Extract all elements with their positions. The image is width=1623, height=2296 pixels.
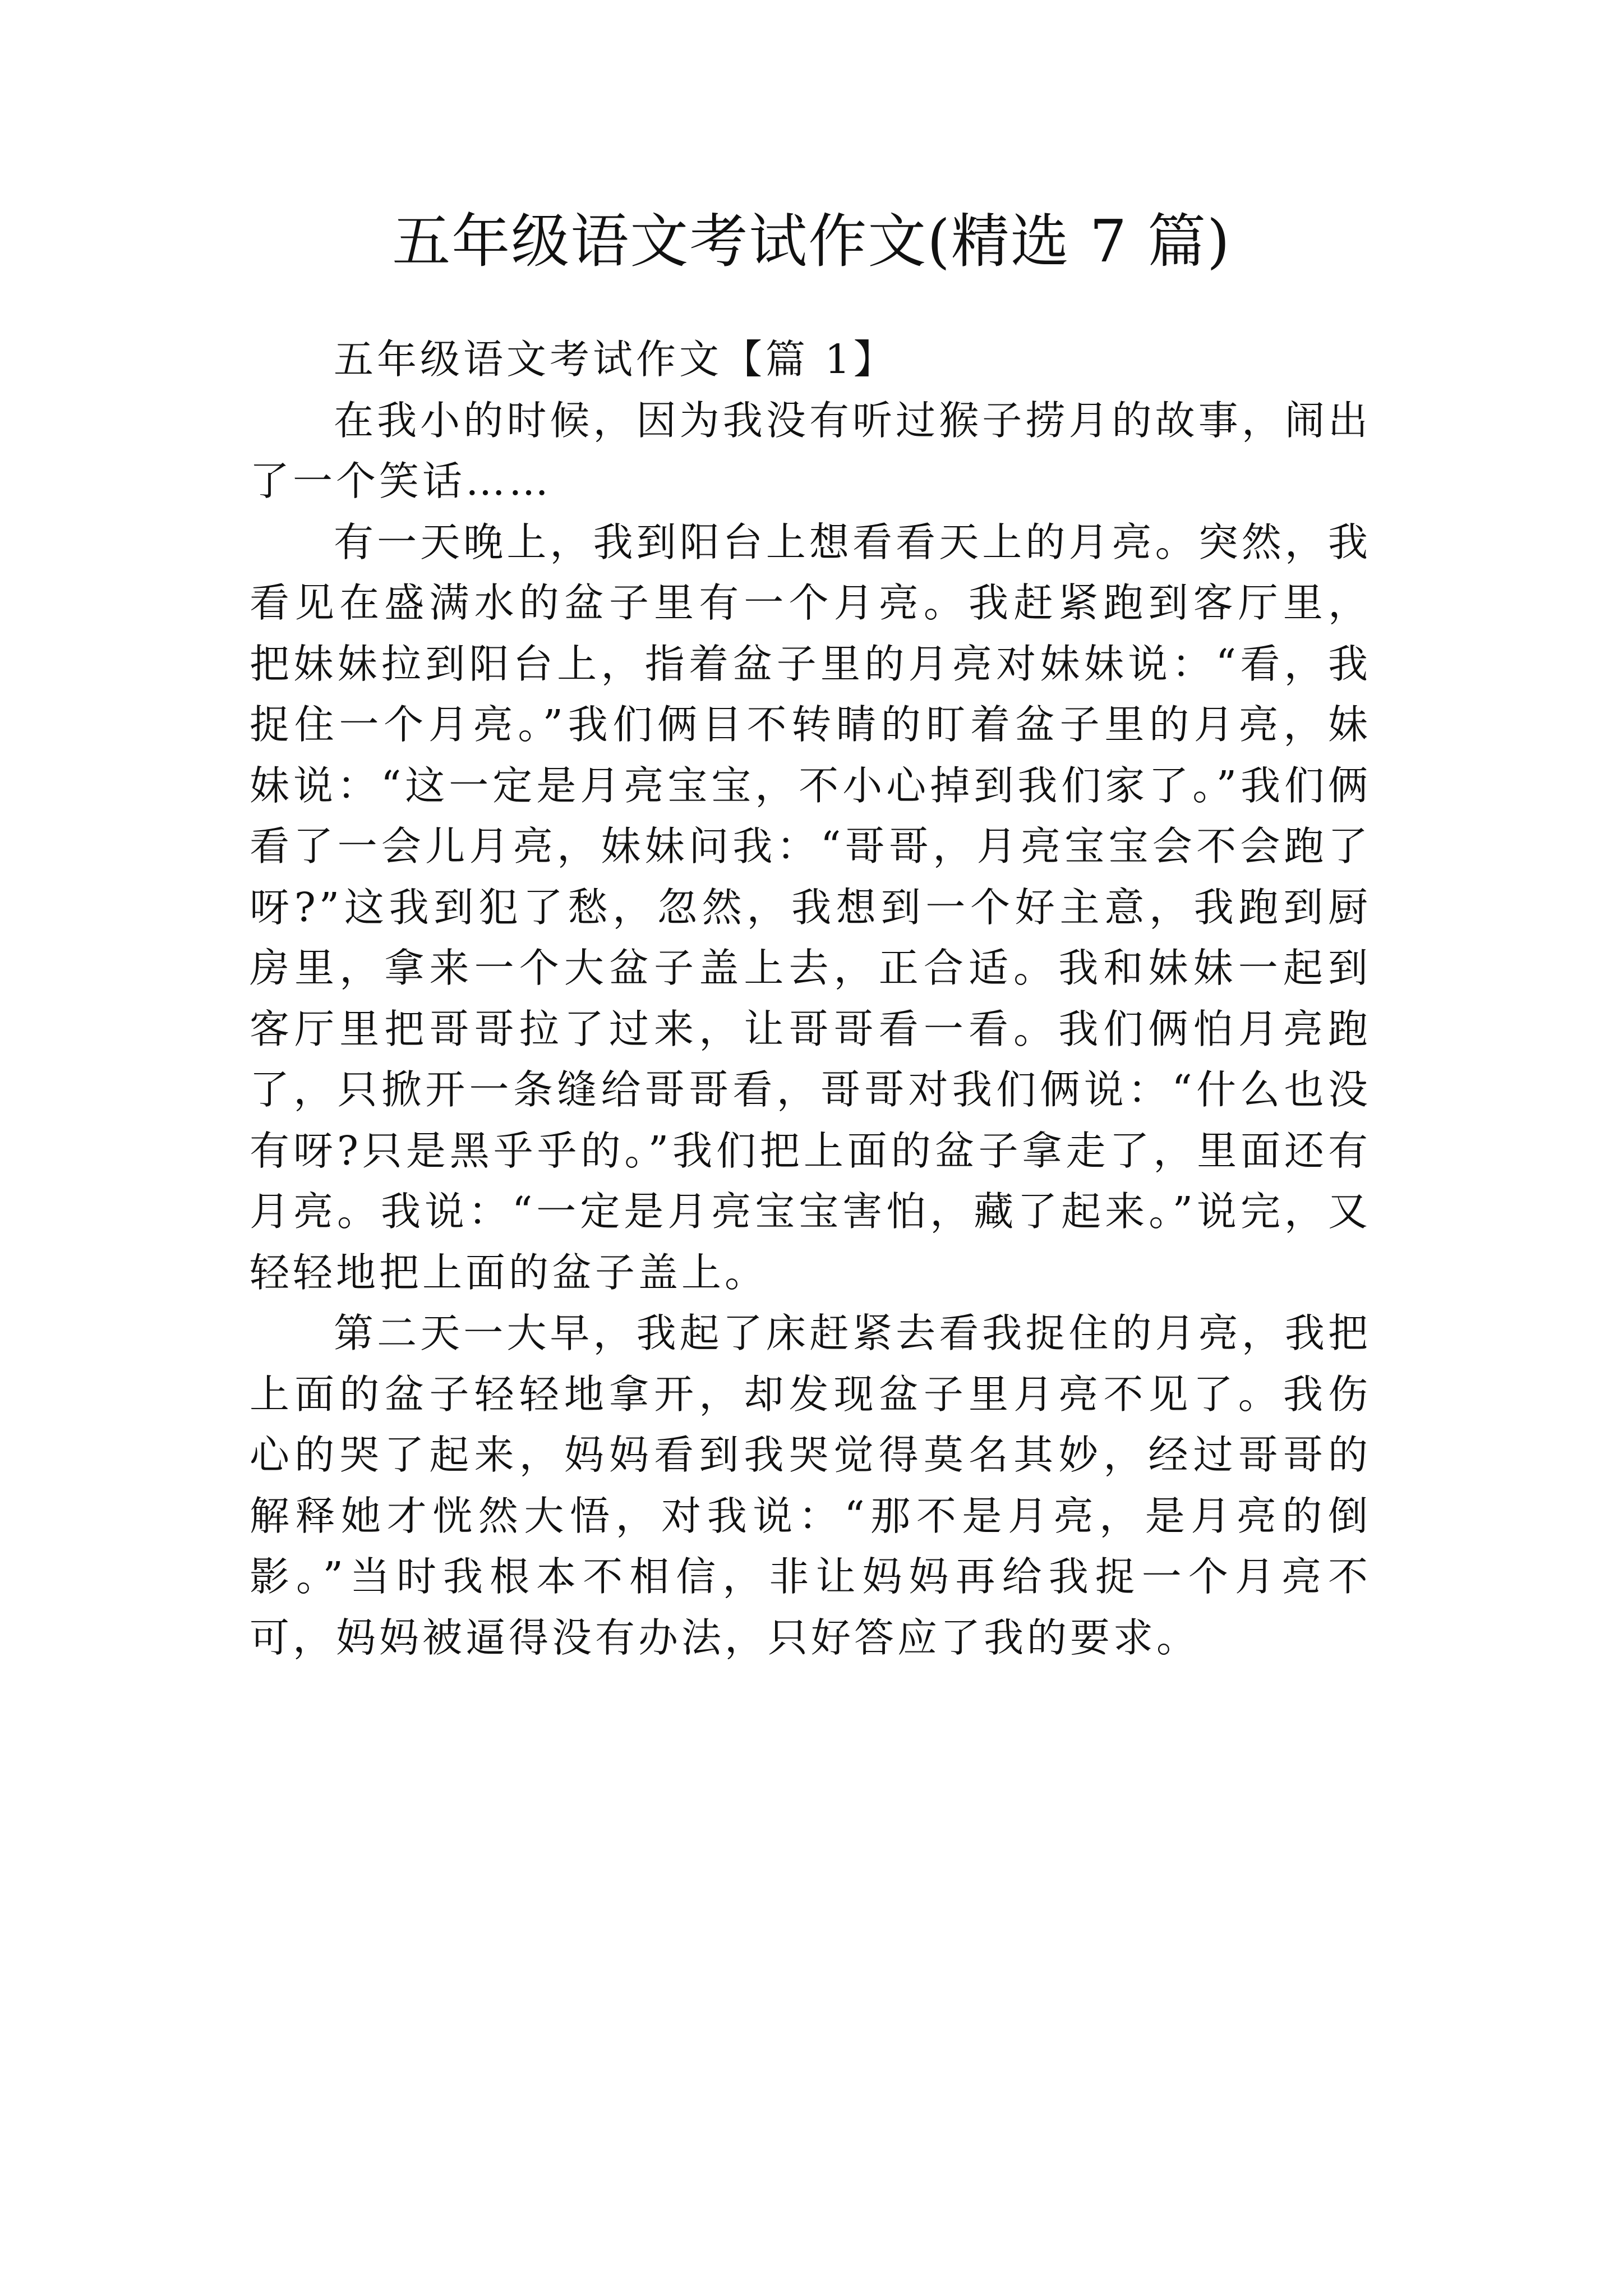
paragraph-1: 在我小的时候，因为我没有听过猴子捞月的故事，闹出了一个笑话…… (250, 397, 1371, 504)
paragraph-2: 有一天晚上，我到阳台上想看看天上的月亮。突然，我看见在盛满水的盆子里有一个月亮。我赶紧跑到客厅里，把妹妹拉到阳台上，指着盆子里的月亮对妹妹说：“看，我捉住一个月亮。”我们俩目不转睛的盯着盆子里的月亮，妹妹说：“这一定是月亮宝宝，不小心掉到我们家了。”我们俩看了一会儿月亮，妹妹问我：“哥哥，月亮宝宝会不会跑了呀?”这我到犯了愁，忽然，我想到一个好主意，我跑到厨房里，拿来一个大盆子盖上去，正合适。我和妹妹一起到客厅里把哥哥拉了过来，让哥哥看一看。我们俩怕月亮跑了，只掀开一条缝给哥哥看，哥哥对我们俩说：“什么也没有呀?只是黑乎乎的。”我们把上面的盆子拿走了，里面还有月亮。我说：“一定是月亮宝宝害怕，藏了起来。”说完，又轻轻地把上面的盆子盖上。 (250, 518, 1371, 1296)
paragraph-3: 第二天一大早，我起了床赶紧去看我捉住的月亮，我把上面的盆子轻轻地拿开，却发现盆子里月亮不见了。我伤心的哭了起来，妈妈看到我哭觉得莫名其妙，经过哥哥的解释她才恍然大悟，对我说：“那不是月亮，是月亮的倒影。”当时我根本不相信，非让妈妈再给我捉一个月亮不可，妈妈被逼得没有办法，只好答应了我的要求。 (250, 1310, 1371, 1661)
section-heading: 五年级语文考试作文【篇 1】 (334, 336, 897, 383)
document-body (250, 329, 1371, 1668)
document-title: 五年级语文考试作文(精选 7 篇) (392, 207, 1231, 275)
